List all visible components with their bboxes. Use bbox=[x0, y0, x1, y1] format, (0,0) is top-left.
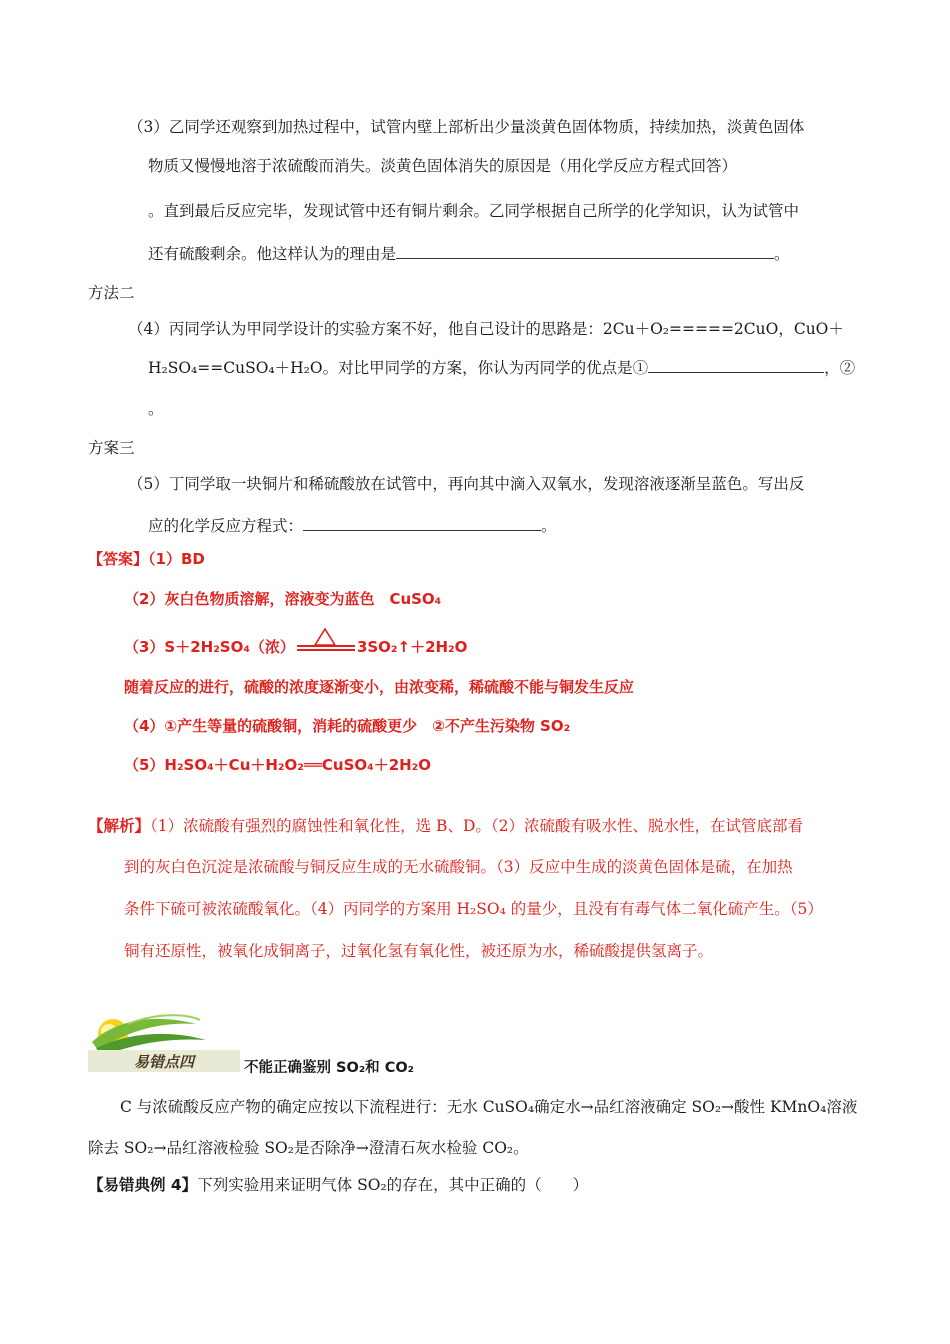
section-logo bbox=[88, 1010, 240, 1072]
q5-equation-blank[interactable] bbox=[303, 516, 541, 531]
answer-3-left: （3）S＋2H₂SO₄（浓） bbox=[124, 638, 295, 656]
answer-3-note: 随着反应的进行，硫酸的浓度逐渐变小，由浓变稀，稀硫酸不能与铜发生反应 bbox=[124, 678, 635, 696]
q4-line2-end: ，② bbox=[824, 359, 856, 377]
analysis-line2: 到的灰白色沉淀是浓硫酸与铜反应生成的无水硫酸铜。（3）反应中生成的淡黄色固体是硫，在加热 bbox=[124, 858, 793, 876]
example4-text: 下列实验用来证明气体 SO₂的存在，其中正确的（ ） bbox=[197, 1176, 589, 1194]
analysis-line1 bbox=[88, 815, 803, 837]
example4-line bbox=[88, 1174, 588, 1196]
q5-line2-end: 。 bbox=[541, 517, 557, 535]
q5-line2-text: 应的化学反应方程式： bbox=[148, 517, 304, 535]
answer-3 bbox=[124, 636, 467, 658]
q5-line2 bbox=[148, 515, 557, 537]
heat-triangle-icon bbox=[314, 628, 336, 646]
logo-text: 易错点四 bbox=[134, 1053, 195, 1071]
heating-condition-equals bbox=[295, 636, 357, 658]
q3-answer-blank[interactable] bbox=[396, 244, 774, 259]
answer-line1 bbox=[88, 548, 205, 570]
analysis-line4: 铜有还原性，被氧化成铜离子，过氧化氢有氧化性，被还原为水，稀硫酸提供氢离子。 bbox=[124, 942, 714, 960]
double-line-equals bbox=[297, 645, 355, 651]
plan3-heading: 方案三 bbox=[88, 439, 135, 457]
section4-para-line1: C 与浓硫酸反应产物的确定应按以下流程进行：无水 CuSO₄确定水→品红溶液确定 SO₂→酸性 KMnO₄溶液 bbox=[120, 1098, 858, 1116]
analysis-text-1: （1）浓硫酸有强烈的腐蚀性和氧化性，选 B、D。（2）浓硫酸有吸水性、脱水性，在试管底部看 bbox=[150, 817, 803, 835]
q4-advantage1-blank[interactable] bbox=[648, 358, 824, 373]
answer-2: （2）灰白色物质溶解，溶液变为蓝色 CuSO₄ bbox=[124, 590, 442, 608]
q3-line4 bbox=[148, 243, 790, 265]
q3-line3: 。直到最后反应完毕，发现试管中还有铜片剩余。乙同学根据自己所学的化学知识，认为试管中 bbox=[148, 202, 800, 220]
answer-4: （4）①产生等量的硫酸铜，消耗的硫酸更少 ②不产生污染物 SO₂ bbox=[124, 717, 571, 735]
method2-heading: 方法二 bbox=[88, 284, 135, 302]
q4-line1: （4）丙同学认为甲同学设计的实验方案不好，他自己设计的思路是：2Cu＋O₂=====2CuO，CuO＋ bbox=[128, 320, 844, 338]
q4-line2-text: H₂SO₄==CuSO₄＋H₂O。对比甲同学的方案，你认为丙同学的优点是① bbox=[148, 359, 649, 377]
answer-3-right: 3SO₂↑＋2H₂O bbox=[356, 638, 468, 656]
q5-line1: （5）丁同学取一块铜片和稀硫酸放在试管中，再向其中滴入双氧水，发现溶液逐渐呈蓝色。写出反 bbox=[128, 475, 805, 493]
analysis-line3: 条件下硫可被浓硫酸氧化。（4）丙同学的方案用 H₂SO₄ 的量少，且没有有毒气体二氧化硫产生。（5） bbox=[124, 900, 823, 918]
q3-line4-end: 。 bbox=[774, 245, 790, 263]
answer-1: （1）BD bbox=[148, 550, 205, 568]
q4-line3: 。 bbox=[148, 400, 164, 418]
leaf-swoosh-icon bbox=[88, 1010, 240, 1072]
answer-5: （5）H₂SO₄＋Cu＋H₂O₂══CuSO₄＋2H₂O bbox=[124, 756, 432, 774]
section4-para-line2: 除去 SO₂→品红溶液检验 SO₂是否除净→澄清石灰水检验 CO₂。 bbox=[88, 1139, 529, 1157]
q3-line2: 物质又慢慢地溶于浓硫酸而消失。淡黄色固体消失的原因是（用化学反应方程式回答） bbox=[148, 157, 738, 175]
example4-label: 【易错典例 4】 bbox=[88, 1176, 198, 1194]
section4-title: 不能正确鉴别 SO₂和 CO₂ bbox=[244, 1060, 415, 1076]
q3-line1: （3）乙同学还观察到加热过程中，试管内壁上部析出少量淡黄色固体物质，持续加热，淡黄色固体 bbox=[128, 118, 805, 136]
q3-line4-text: 还有硫酸剩余。他这样认为的理由是 bbox=[148, 245, 397, 263]
q4-line2 bbox=[148, 357, 855, 379]
answer-label: 【答案】 bbox=[88, 550, 149, 568]
analysis-label: 【解析】 bbox=[88, 817, 151, 835]
